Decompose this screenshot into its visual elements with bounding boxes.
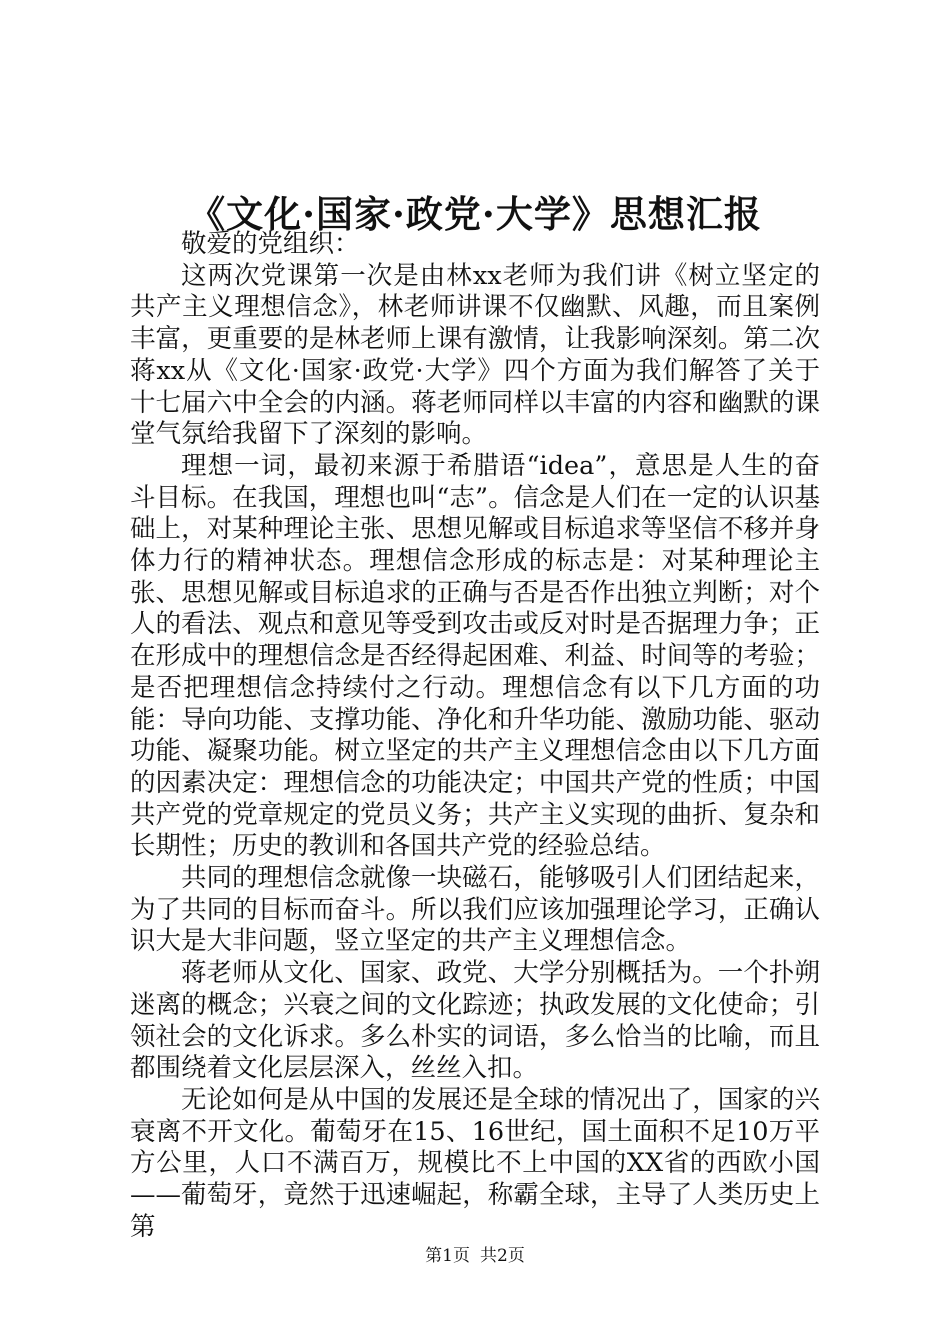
body-paragraph: 蒋老师从文化、国家、政党、大学分别概括为。一个扑朔迷离的概念；兴衰之间的文化踪迹；执政发展的文化使命；引领社会的文化诉求。多么朴实的词语，多么恰当的比喻，而且都围绕着文化层层深入，丝丝入扣。 [130,958,820,1084]
body-paragraph: 共同的理想信念就像一块磁石，能够吸引人们团结起来，为了共同的目标而奋斗。所以我们应该加强理论学习，正确认识大是大非问题，竖立坚定的共产主义理想信念。 [130,863,820,957]
body-paragraph: 理想一词，最初来源于希腊语“idea”，意思是人生的奋斗目标。在我国，理想也叫“志”。信念是人们在一定的认识基础上，对某种理论主张、思想见解或目标追求等坚信不移并身体力行的精神状态。理想信念形成的标志是：对某种理论主张、思想见解或目标追求的正确与否是否作出独立判断；对个人的看法、观点和意见等受到攻击或反对时是否据理力争；正在形成中的理想信念是否经得起困难、利益、时间等的考验；是否把理想信念持续付之行动。理想信念有以下几方面的功能：导向功能、支撑功能、净化和升华功能、激励功能、驱动功能、凝聚功能。树立坚定的共产主义理想信念由以下几方面的因素决定：理想信念的功能决定；中国共产党的性质；中国共产党的党章规定的党员义务；共产主义实现的曲折、复杂和长期性；历史的教训和各国共产党的经验总结。 [130,450,820,862]
page-number: 第1页 [425,1246,470,1266]
body-paragraph: 这两次党课第一次是由林xx老师为我们讲《树立坚定的共产主义理想信念》，林老师讲课不仅幽默、风趣，而且案例丰富，更重要的是林老师上课有激情，让我影响深刻。第二次蒋xx从《文化·国家·政党·大学》四个方面为我们解答了关于十七届六中全会的内涵。蒋老师同样以丰富的内容和幽默的课堂气氛给我留下了深刻的影响。 [130,260,820,450]
document-body [130,229,820,1244]
body-paragraph: 无论如何是从中国的发展还是全球的情况出了，国家的兴衰离不开文化。葡萄牙在15、16世纪，国土面积不足10万平方公里，人口不满百万，规模比不上中国的XX省的西欧小国——葡萄牙，竟然于迅速崛起，称霸全球，主导了人类历史上第 [130,1084,820,1242]
page-total: 共2页 [480,1246,525,1266]
page-footer [0,1241,950,1266]
salutation: 敬爱的党组织： [181,229,360,259]
document-title: 《文化·国家·政党·大学》思想汇报 [188,192,762,236]
